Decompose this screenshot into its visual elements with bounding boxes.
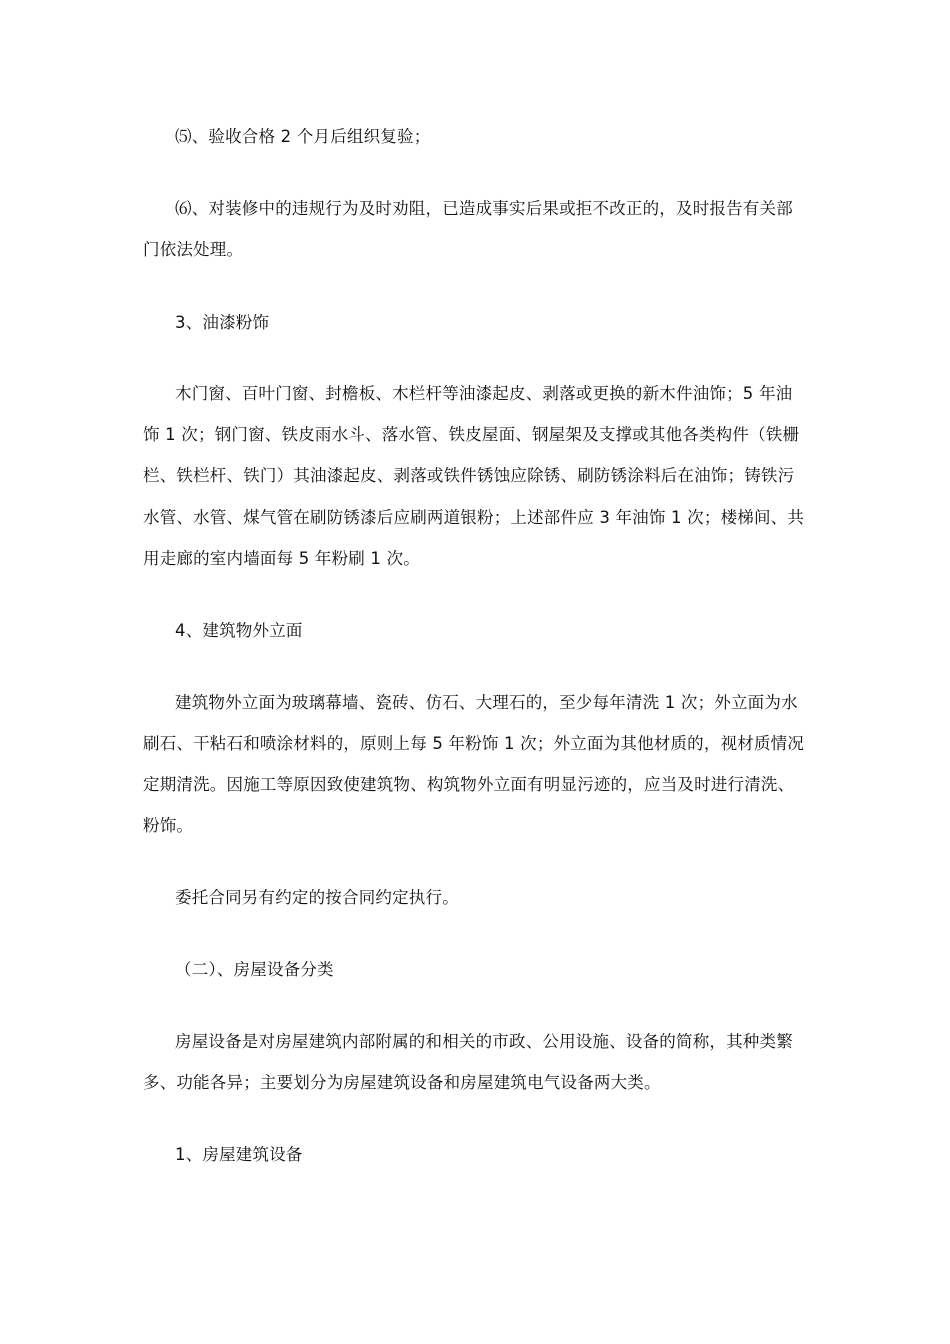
facade-paragraph-line-3: 定期清洗。因施工等原因致使建筑物、构筑物外立面有明显污迹的，应当及时进行清洗、 xyxy=(143,775,795,794)
facade-paragraph-line-1: 建筑物外立面为玻璃幕墙、瓷砖、仿石、大理石的，至少每年清洗 1 次；外立面为水 xyxy=(175,693,798,712)
paint-paragraph-line-5: 用走廊的室内墙面每 5 年粉刷 1 次。 xyxy=(143,549,420,568)
contract-note: 委托合同另有约定的按合同约定执行。 xyxy=(175,888,459,907)
section-heading-building-equipment: 1、房屋建筑设备 xyxy=(175,1145,303,1164)
paint-paragraph-line-1: 木门窗、百叶门窗、封檐板、木栏杆等油漆起皮、剥落或更换的新木件油饰；5 年油 xyxy=(175,384,793,403)
facade-paragraph-line-2: 刷石、干粘石和喷涂材料的，原则上每 5 年粉饰 1 次；外立面为其他材质的，视材质情况 xyxy=(143,734,805,753)
equipment-paragraph-line-2: 多、功能各异；主要划分为房屋建筑设备和房屋建筑电气设备两大类。 xyxy=(143,1073,661,1092)
section-heading-facade: 4、建筑物外立面 xyxy=(175,621,303,640)
paragraph-item-6-line-1: ⑹、对装修中的违规行为及时劝阻，已造成事实后果或拒不改正的，及时报告有关部 xyxy=(175,199,793,218)
facade-paragraph-line-4: 粉饰。 xyxy=(143,816,194,835)
paint-paragraph-line-2: 饰 1 次；钢门窗、铁皮雨水斗、落水管、铁皮屋面、钢屋架及支撑或其他各类构件（铁栅 xyxy=(143,425,800,444)
paint-paragraph-line-4: 水管、水管、煤气管在刷防锈漆后应刷两道银粉；上述部件应 3 年油饰 1 次；楼梯间、共 xyxy=(143,508,805,527)
section-heading-paint: 3、油漆粉饰 xyxy=(175,313,270,332)
section-heading-equipment-classification: （二）、房屋设备分类 xyxy=(175,960,334,979)
paint-paragraph-line-3: 栏、铁栏杆、铁门）其油漆起皮、剥落或铁件锈蚀应除锈、刷防锈涂料后在油饰；铸铁污 xyxy=(143,466,795,485)
paragraph-item-5: ⑸、验收合格 2 个月后组织复验； xyxy=(175,127,431,146)
equipment-paragraph-line-1: 房屋设备是对房屋建筑内部附属的和相关的市政、公用设施、设备的简称，其种类繁 xyxy=(175,1032,793,1051)
paragraph-item-6-line-2: 门依法处理。 xyxy=(143,240,244,259)
